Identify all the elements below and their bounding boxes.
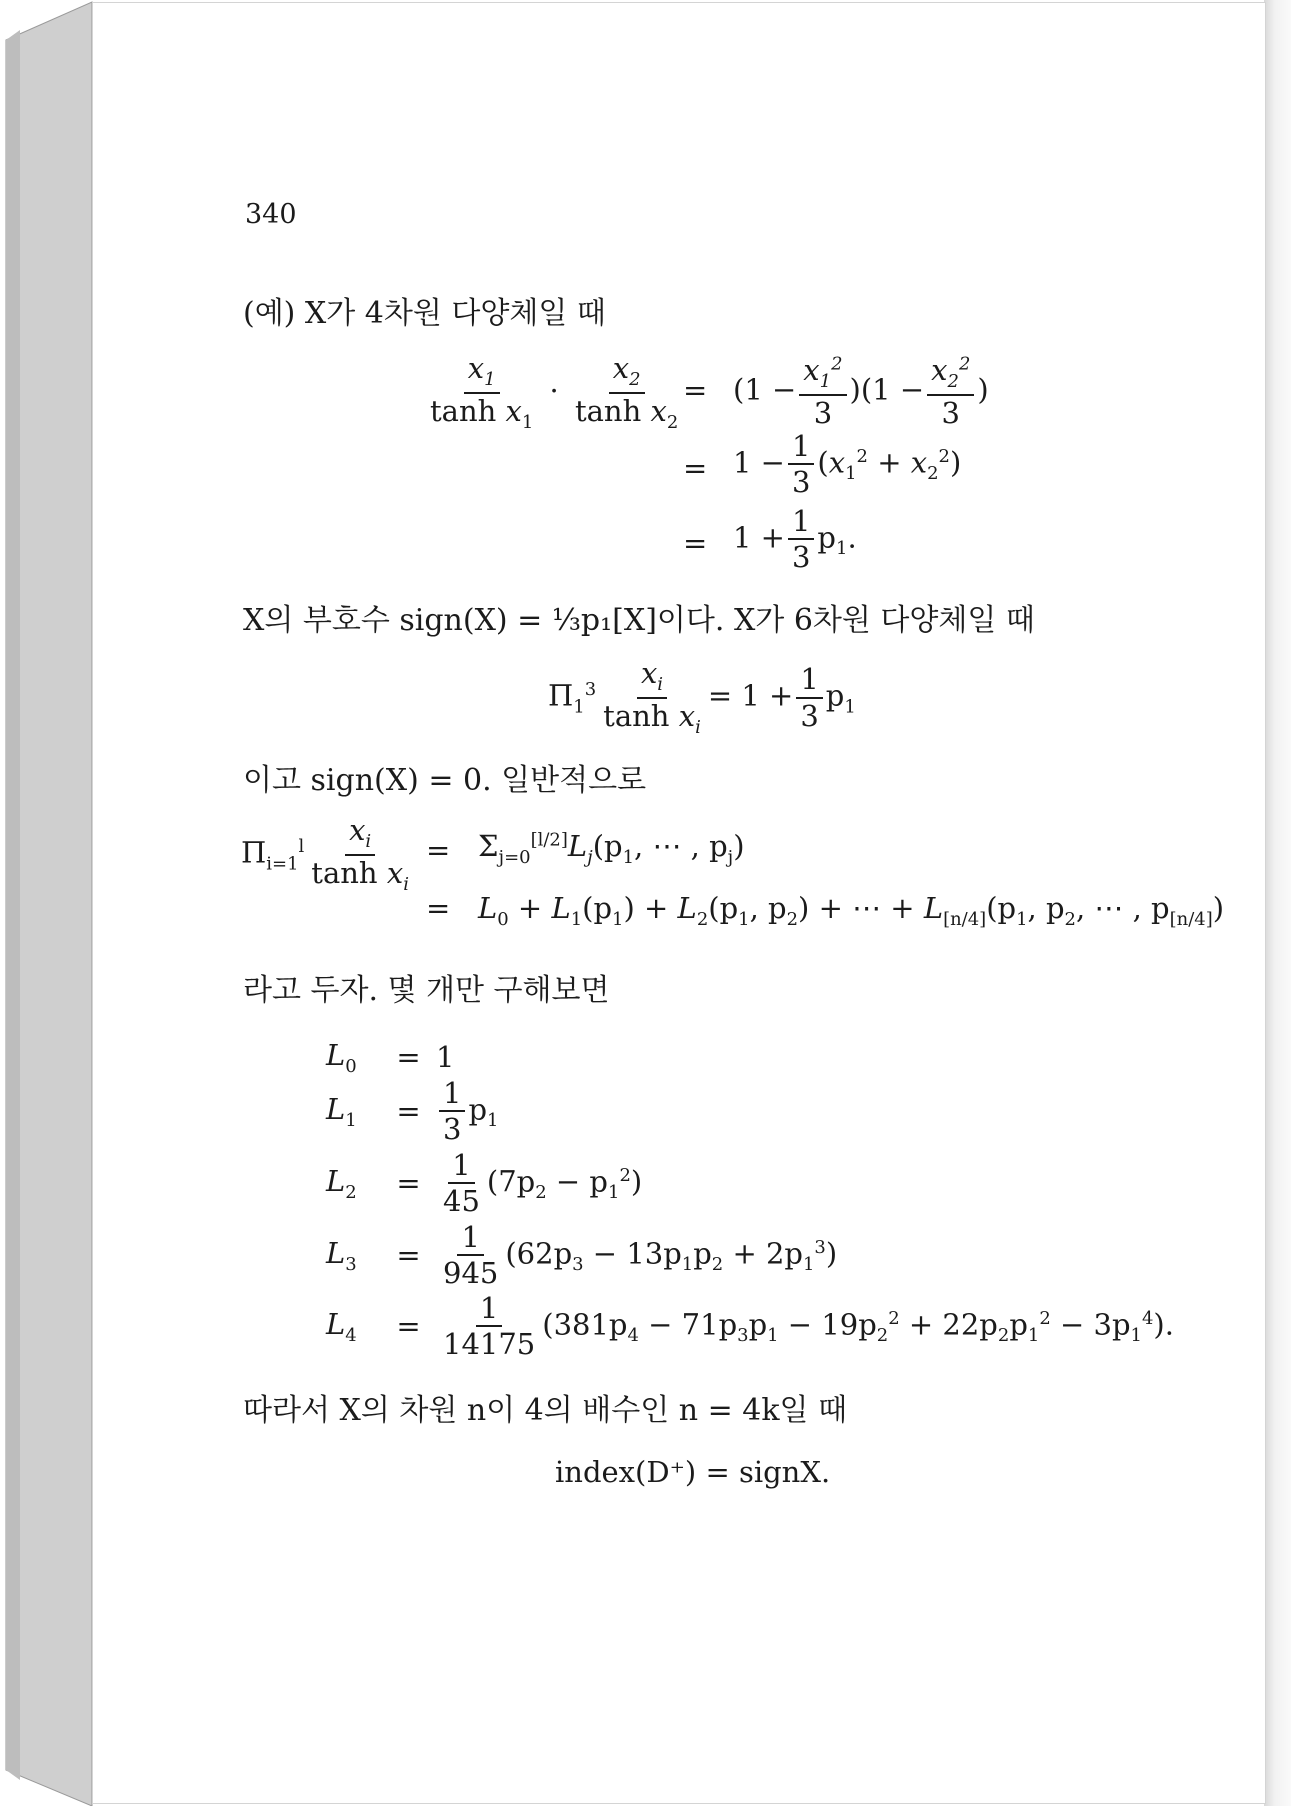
therefore-sentence: 따라서 X의 차원 n이 4의 배수인 n = 4k일 때 <box>243 1393 848 1428</box>
page-number: 340 <box>245 199 297 230</box>
equation-2: $\Pi_1^3$ $\frac{x_i}{\tanh x_i}$ = 1 + $\frac{1}{3}$ $p_1$ <box>548 656 856 738</box>
example-intro: (예) X가 4차원 다양체일 때 <box>243 296 606 331</box>
equation-1-rhs1: (1 − $\frac{x_1^2}{3}$ )(1 − $\frac{x_2^2}{3}$ ) <box>733 353 989 430</box>
page-edge-shadow <box>1264 0 1291 1806</box>
let-sentence: 라고 두자. 몇 개만 구해보면 <box>243 973 610 1008</box>
equation-1-rhs2: 1 − $\frac{1}{3}$ $(x_1^2 + x_2^2)$ <box>733 429 962 500</box>
L0-row: $L_0$ = 1 <box>326 1038 455 1077</box>
L2-row: $L_2$ = $\frac{1}{45}$ $(7p_2 - p_1^2)$ <box>326 1148 643 1219</box>
equation-1-lhs: $\frac{x_1}{\tanh x_1}$ · $\frac{x_2}{\tanh x_2}$ <box>430 351 679 433</box>
equation-3-rhs1: $\Sigma_{j=0}[l/2]L_j(p_1$, ⋯ , $p_j$) <box>478 829 745 868</box>
equation-1-rhs3: 1 + $\frac{1}{3}$ $p_1$. <box>733 504 857 575</box>
equals-sign: = <box>683 373 708 407</box>
equation-3-rhs2: $L_0 + L_1(p_1) + L_2(p_1$, $p_2$) + ⋯ + $L_{[n/4]}(p_1$, $p_2$, ⋯ , $p_{[n/4]}$) <box>478 891 1225 930</box>
book-spine <box>0 0 95 1806</box>
equals-sign: = <box>683 526 708 560</box>
general-sentence: 이고 sign(X) = 0. 일반적으로 <box>243 763 647 798</box>
sign-sentence: X의 부호수 sign(X) = ⅓p₁[X]이다. X가 6차원 다양체일 때 <box>243 603 1035 638</box>
equation-3-lhs: $\Pi_{i=1}^l$ $\frac{x_i}{\tanh x_i}$ <box>241 813 409 895</box>
L4-row: $L_4$ = $\frac{1}{14175}$ $(381p_4 - 71p_3p_1 - 19p_2^2 + 22p_2p_1^2 - 3p_1^4)$. <box>326 1291 1174 1362</box>
L3-row: $L_3$ = $\frac{1}{945}$ $(62p_3 - 13p_1p_2 + 2p_1^3)$ <box>326 1220 838 1291</box>
equals-sign: = <box>426 891 451 925</box>
equals-sign: = <box>426 833 451 867</box>
L1-row: $L_1$ = $\frac{1}{3}$ $p_1$ <box>326 1076 499 1147</box>
book-page <box>92 2 1266 1804</box>
equals-sign: = <box>683 451 708 485</box>
final-equation: index(D⁺) = signX. <box>555 1455 831 1489</box>
